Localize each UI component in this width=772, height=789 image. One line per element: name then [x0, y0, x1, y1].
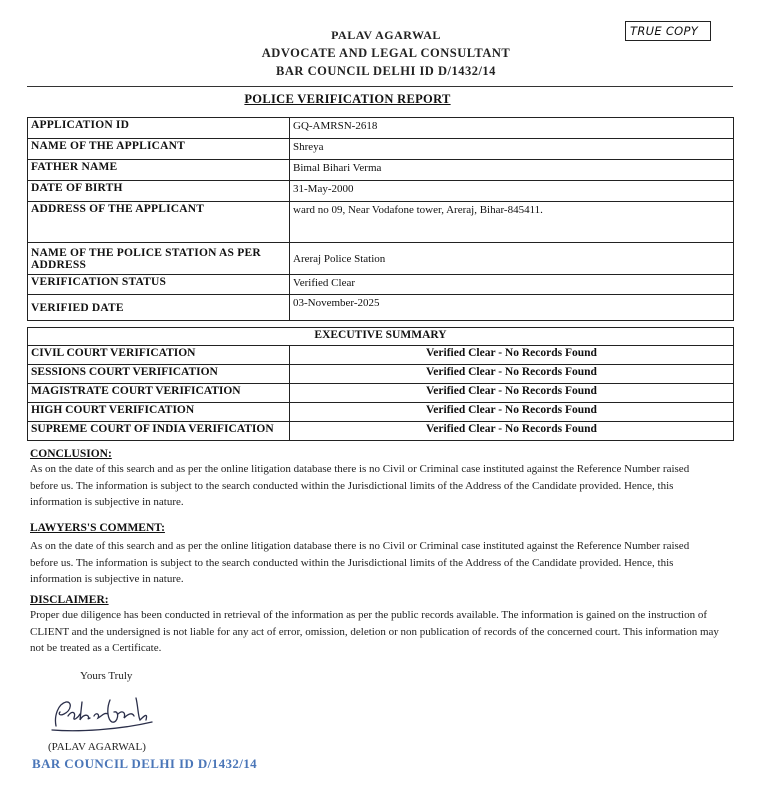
report-title: POLICE VERIFICATION REPORT [244, 92, 451, 106]
row-value: Verified Clear - No Records Found [290, 365, 734, 384]
table-row [28, 275, 734, 295]
row-label: VERIFIED DATE [28, 295, 290, 321]
row-value: Verified Clear [290, 275, 734, 295]
table-row [28, 139, 734, 160]
row-label: NAME OF THE APPLICANT [28, 139, 290, 160]
table-row [28, 346, 734, 365]
table-row [28, 403, 734, 422]
table-row [28, 365, 734, 384]
row-value: Verified Clear - No Records Found [290, 384, 734, 403]
table-row [28, 202, 734, 243]
lawyer-comment-text: As on the date of this search and as per the online litigation database there is no Civil or Criminal case instituted against the Reference Number raised before us. The information is subject to the search conducted within the Jurisdictional limits of the Address of the Candidate provided. Hence, this information is subjective in nature. [30, 540, 690, 585]
conclusion-text: As on the date of this search and as per the online litigation database there is no Civil or Criminal case instituted against the Reference Number raised before us. The information is subject to the search conducted within the Jurisdictional limits of the Address of the Candidate provided. Hence, this information is subjective in nature. [30, 463, 690, 508]
signature-icon [48, 690, 158, 736]
conclusion-section [30, 447, 720, 511]
table-row [28, 384, 734, 403]
row-value: Shreya [290, 139, 734, 160]
advocate-designation: ADVOCATE AND LEGAL CONSULTANT [261, 46, 511, 60]
row-value: Areraj Police Station [290, 243, 734, 275]
table-row [28, 160, 734, 181]
row-label: NAME OF THE POLICE STATION AS PER ADDRESS [28, 243, 290, 275]
disclaimer-title: DISCLAIMER: [30, 594, 109, 606]
table-row [28, 422, 734, 441]
table-row [28, 181, 734, 202]
executive-summary-table [27, 327, 734, 441]
row-label: FATHER NAME [28, 160, 290, 181]
disclaimer-section [30, 593, 720, 657]
table-row [28, 243, 734, 275]
applicant-info-table [27, 117, 734, 321]
lawyer-comment-title: LAWYERS'S COMMENT: [30, 522, 165, 534]
lawyer-comment-section [30, 521, 720, 588]
header-divider [27, 86, 733, 87]
summary-heading: EXECUTIVE SUMMARY [28, 328, 734, 346]
footer-bar-council-id: BAR COUNCIL DELHI ID D/1432/14 [32, 756, 258, 771]
row-value: Bimal Bihari Verma [290, 160, 734, 181]
table-row [28, 328, 734, 346]
row-label: APPLICATION ID [28, 118, 290, 139]
row-label: SUPREME COURT OF INDIA VERIFICATION [28, 422, 290, 441]
table-row [28, 118, 734, 139]
row-label: ADDRESS OF THE APPLICANT [28, 202, 290, 243]
row-value: 31-May-2000 [290, 181, 734, 202]
disclaimer-text: Proper due diligence has been conducted in retrieval of the information as per the public records available. The information is gained on the instruction of CLIENT and the undersigned is not liable for any act of error, omission, deletion or non publication of records of the concerned court. This information may not be treated as a Certificate. [30, 609, 719, 654]
row-value: Verified Clear - No Records Found [290, 346, 734, 365]
row-value: 03-November-2025 [290, 295, 734, 321]
row-label: CIVIL COURT VERIFICATION [28, 346, 290, 365]
bar-council-id: BAR COUNCIL DELHI ID D/1432/14 [276, 64, 496, 78]
row-label: DATE OF BIRTH [28, 181, 290, 202]
row-value: Verified Clear - No Records Found [290, 403, 734, 422]
row-value: GQ-AMRSN-2618 [290, 118, 734, 139]
row-value: Verified Clear - No Records Found [290, 422, 734, 441]
row-label: HIGH COURT VERIFICATION [28, 403, 290, 422]
row-label: VERIFICATION STATUS [28, 275, 290, 295]
advocate-name: PALAV AGARWAL [331, 28, 441, 42]
true-copy-stamp: TRUE COPY [625, 21, 711, 41]
signer-name: (PALAV AGARWAL) [48, 741, 146, 753]
row-value: ward no 09, Near Vodafone tower, Areraj, Bihar-845411. [290, 202, 734, 243]
closing-salutation: Yours Truly [80, 670, 133, 682]
row-label: SESSIONS COURT VERIFICATION [28, 365, 290, 384]
table-row [28, 295, 734, 321]
conclusion-title: CONCLUSION: [30, 448, 112, 460]
row-label: MAGISTRATE COURT VERIFICATION [28, 384, 290, 403]
